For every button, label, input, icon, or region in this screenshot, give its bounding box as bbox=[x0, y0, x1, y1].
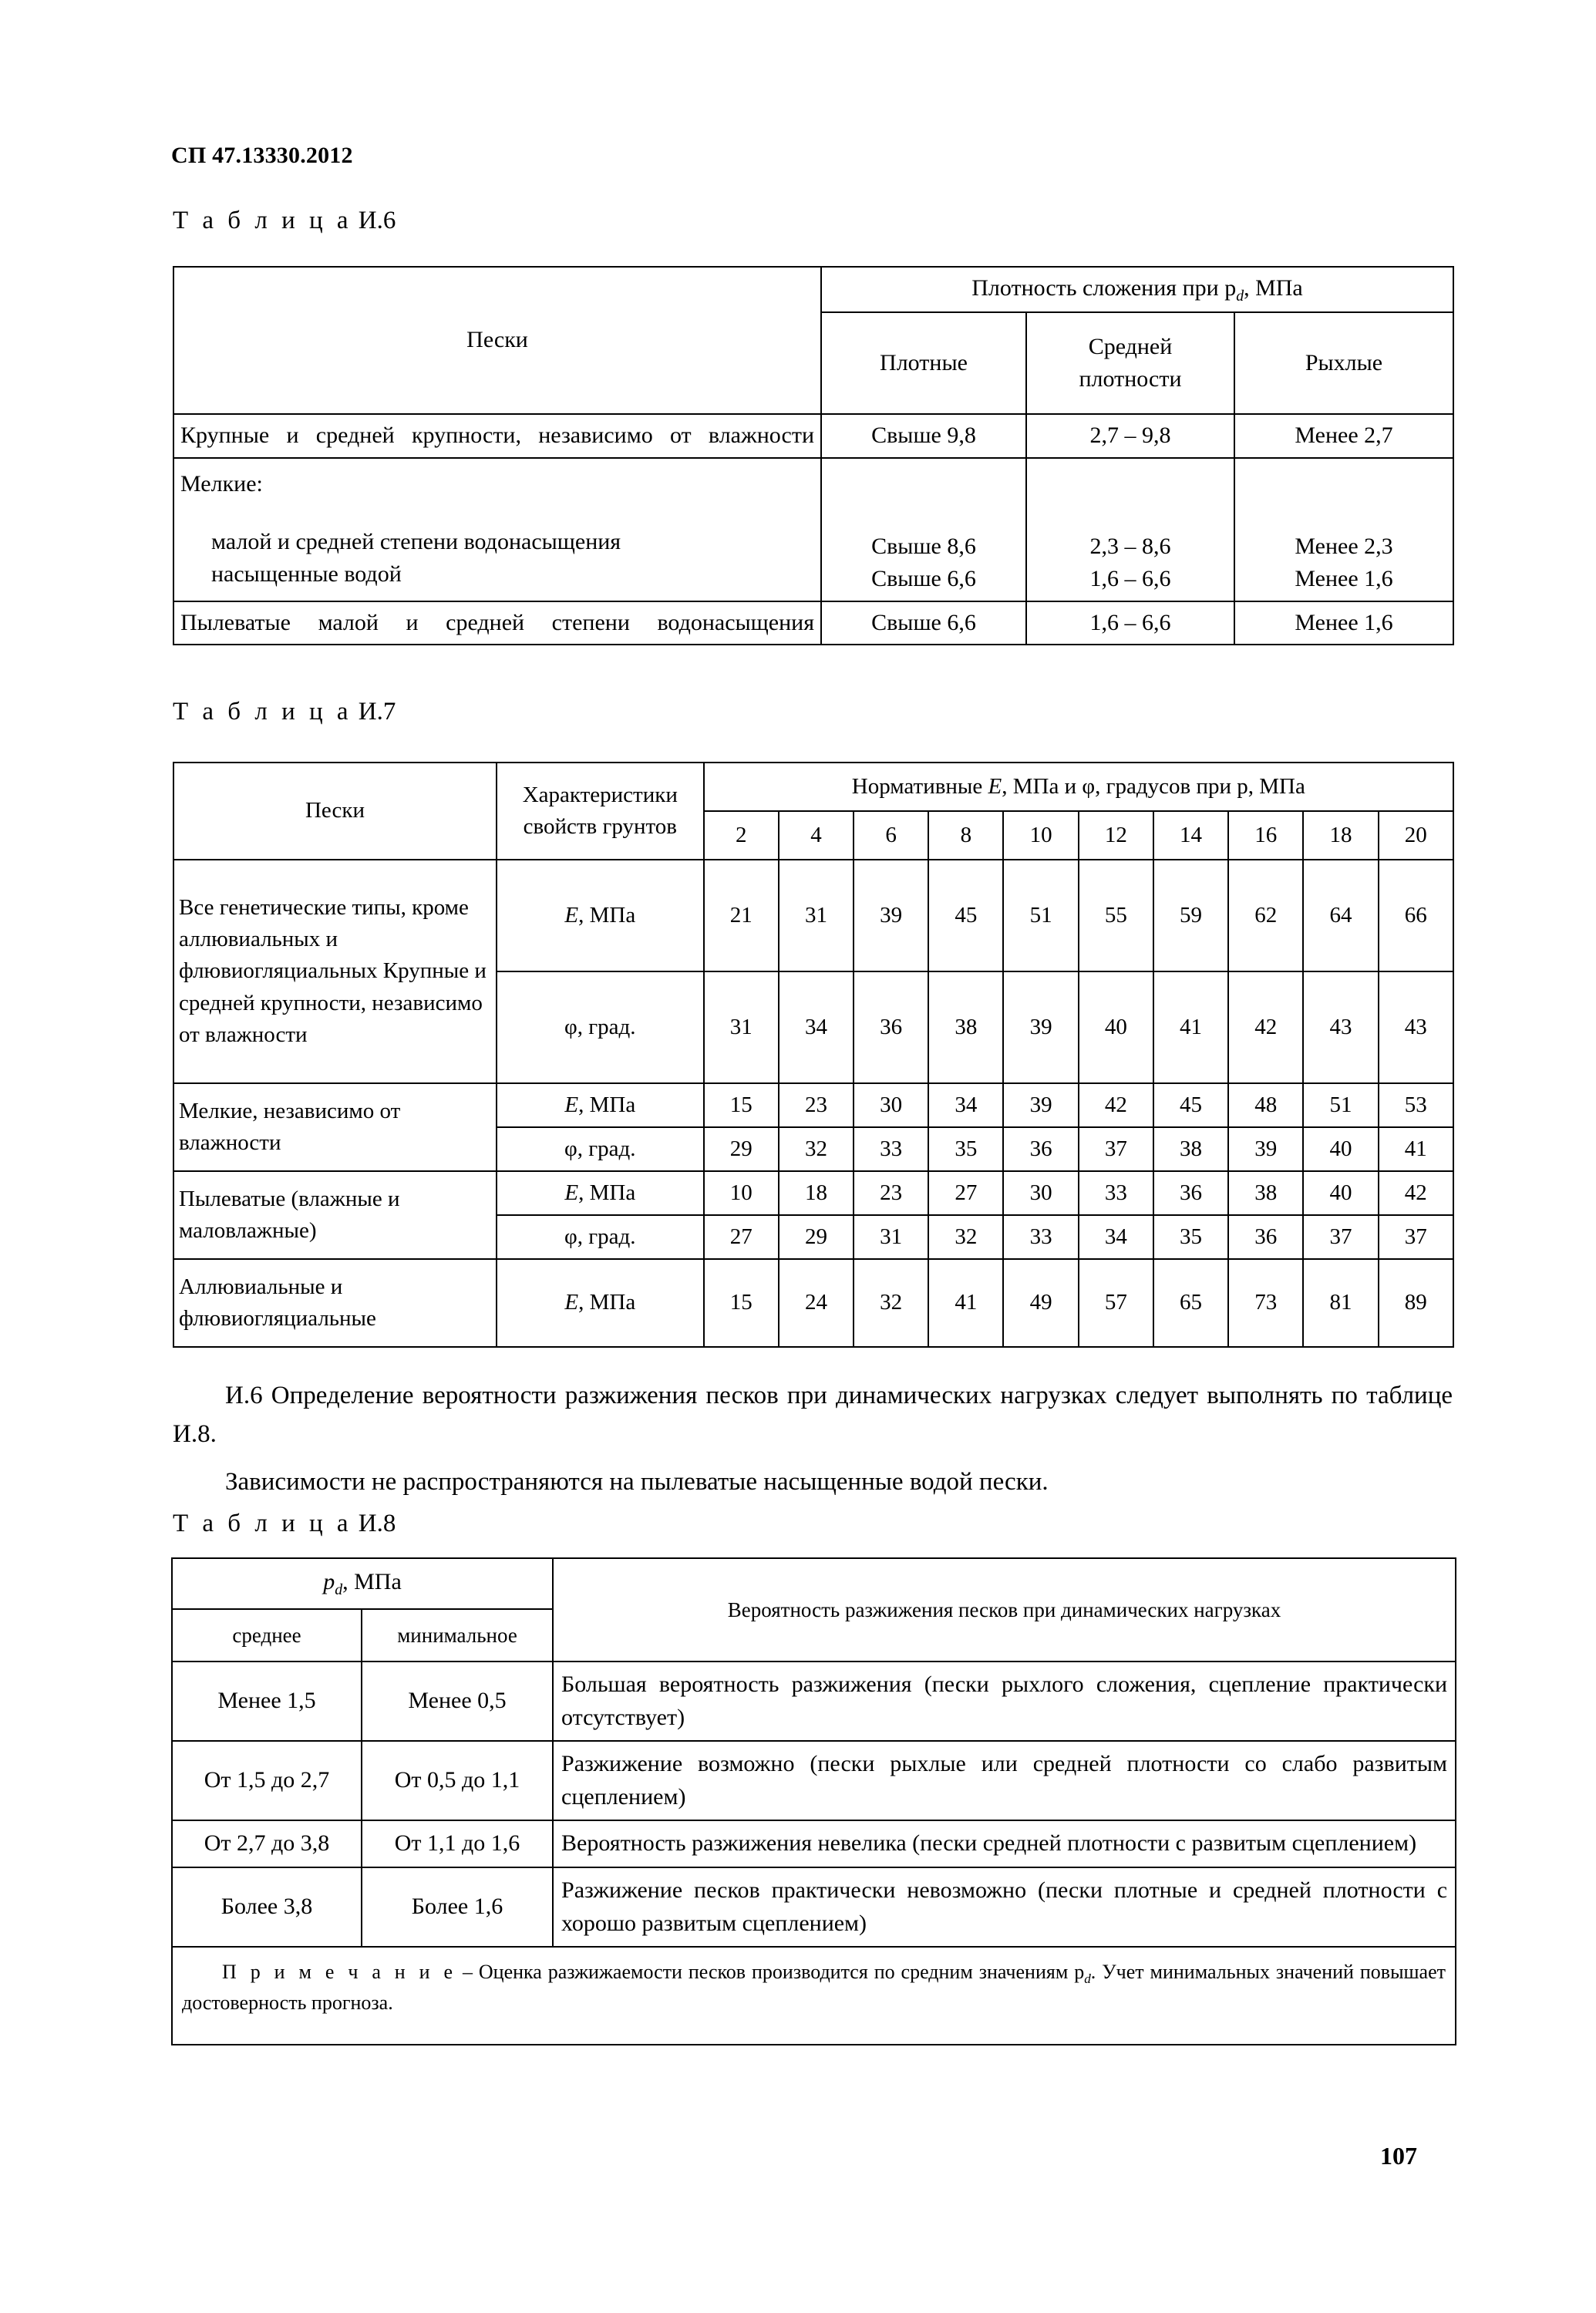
cell-loose: Менее 1,6 bbox=[1234, 601, 1453, 645]
table-note-label: П р и м е ч а н и е bbox=[222, 1961, 457, 1984]
table-i7 bbox=[173, 762, 1454, 1348]
cell-description: Разжижение возможно (пески рыхлые или средней плотности со слабо развитым сцеплением) bbox=[553, 1741, 1456, 1820]
table-row bbox=[173, 1083, 1453, 1127]
header-characteristics-line2: свойств грунтов bbox=[523, 814, 677, 839]
header-sands: Пески bbox=[173, 267, 821, 414]
header-values-group-a: Нормативные bbox=[851, 773, 988, 799]
header-pd-tail: , МПа bbox=[342, 1569, 402, 1595]
cell-value: 89 bbox=[1379, 1259, 1453, 1347]
cell-value: 36 bbox=[1003, 1127, 1078, 1171]
cell-value: 23 bbox=[779, 1083, 854, 1127]
cell-medium-1: 2,3 – 8,6 bbox=[1089, 533, 1171, 559]
cell-average: От 1,5 до 2,7 bbox=[172, 1741, 362, 1820]
cell-value: 36 bbox=[1153, 1171, 1228, 1215]
cell-average: От 2,7 до 3,8 bbox=[172, 1820, 362, 1867]
cell-property-label: φ, град. bbox=[497, 1127, 704, 1171]
cell-property-label: φ, град. bbox=[497, 1215, 704, 1259]
cell-dense: Свыше 6,6 bbox=[821, 601, 1026, 645]
header-probability: Вероятность разжижения песков при динамических нагрузках bbox=[553, 1558, 1456, 1662]
cell-sands: Аллювиальные и флювиогляциальные bbox=[173, 1259, 497, 1347]
header-pressure-20: 20 bbox=[1379, 811, 1453, 860]
cell-sands-title: Мелкие: bbox=[180, 470, 263, 497]
cell-value: 15 bbox=[704, 1259, 779, 1347]
cell-value: 31 bbox=[704, 971, 779, 1083]
header-pressure-8: 8 bbox=[928, 811, 1003, 860]
cell-dense-1: Свыше 8,6 bbox=[871, 533, 976, 559]
cell-value: 45 bbox=[928, 860, 1003, 971]
header-average: среднее bbox=[172, 1609, 362, 1662]
page-number: 107 bbox=[1380, 2142, 1417, 2170]
table-i6 bbox=[173, 266, 1454, 645]
cell-value: 41 bbox=[1153, 971, 1228, 1083]
cell-value: 24 bbox=[779, 1259, 854, 1347]
cell-value: 39 bbox=[1003, 971, 1078, 1083]
cell-value: 29 bbox=[779, 1215, 854, 1259]
table-caption-number: И.7 bbox=[358, 698, 396, 726]
header-characteristics bbox=[497, 763, 704, 860]
cell-value: 40 bbox=[1303, 1171, 1378, 1215]
cell-value: 49 bbox=[1003, 1259, 1078, 1347]
cell-value: 48 bbox=[1228, 1083, 1303, 1127]
cell-loose-2: Менее 1,6 bbox=[1295, 566, 1393, 592]
cell-sands: Все генетические типы, кроме аллювиальных и флювиогляциальных Крупные и средней крупности, независимо от влажности bbox=[173, 860, 497, 1083]
cell-value: 37 bbox=[1079, 1127, 1153, 1171]
cell-value: 30 bbox=[1003, 1171, 1078, 1215]
header-density-group-tail: , МПа bbox=[1244, 275, 1303, 301]
cell-value: 34 bbox=[928, 1083, 1003, 1127]
cell-property-label: φ, град. bbox=[497, 971, 704, 1083]
cell-value: 35 bbox=[1153, 1215, 1228, 1259]
cell-loose-1: Менее 2,3 bbox=[1295, 533, 1393, 559]
cell-average: Менее 1,5 bbox=[172, 1662, 362, 1741]
cell-medium bbox=[1026, 458, 1234, 601]
cell-medium-2: 1,6 – 6,6 bbox=[1089, 566, 1171, 592]
table-row bbox=[173, 860, 1453, 971]
cell-minimum: От 1,1 до 1,6 bbox=[362, 1820, 553, 1867]
cell-dense: Свыше 9,8 bbox=[821, 414, 1026, 458]
cell-property-label: E, МПа bbox=[497, 1171, 704, 1215]
cell-value: 33 bbox=[1003, 1215, 1078, 1259]
header-dense: Плотные bbox=[821, 312, 1026, 414]
cell-value: 43 bbox=[1303, 971, 1378, 1083]
header-characteristics-line1: Характеристики bbox=[522, 782, 678, 807]
cell-dense bbox=[821, 458, 1026, 601]
cell-value: 34 bbox=[1079, 1215, 1153, 1259]
header-values-group-e: E bbox=[988, 773, 1002, 799]
table-note bbox=[172, 1947, 1456, 2044]
header-pressure-16: 16 bbox=[1228, 811, 1303, 860]
table-i8 bbox=[171, 1557, 1456, 2045]
table-row bbox=[172, 1820, 1456, 1867]
cell-value: 81 bbox=[1303, 1259, 1378, 1347]
cell-minimum: Менее 0,5 bbox=[362, 1662, 553, 1741]
cell-value: 35 bbox=[928, 1127, 1003, 1171]
cell-description: Разжижение песков практически невозможно (пески плотные и средней плотности с хорошо развитым сцеплением) bbox=[553, 1867, 1456, 1947]
table-row bbox=[173, 601, 1453, 645]
header-medium-line2: плотности bbox=[1079, 366, 1182, 392]
header-pressure-12: 12 bbox=[1079, 811, 1153, 860]
table-row bbox=[172, 1867, 1456, 1947]
cell-sands bbox=[173, 458, 821, 601]
cell-value: 40 bbox=[1079, 971, 1153, 1083]
table-note-text-a: – Оценка разжижаемости песков производится по средним значениям p bbox=[456, 1961, 1085, 1984]
cell-value: 32 bbox=[854, 1259, 928, 1347]
cell-value: 34 bbox=[779, 971, 854, 1083]
cell-value: 15 bbox=[704, 1083, 779, 1127]
cell-value: 18 bbox=[779, 1171, 854, 1215]
table-caption-prefix: Т а б л и ц а bbox=[173, 1510, 352, 1537]
cell-value: 45 bbox=[1153, 1083, 1228, 1127]
cell-minimum: От 0,5 до 1,1 bbox=[362, 1741, 553, 1820]
cell-loose: Менее 2,7 bbox=[1234, 414, 1453, 458]
cell-value: 39 bbox=[1003, 1083, 1078, 1127]
table-caption-i6 bbox=[173, 207, 396, 235]
cell-value: 39 bbox=[1228, 1127, 1303, 1171]
table-caption-i8 bbox=[173, 1510, 396, 1538]
table-caption-i7 bbox=[173, 698, 396, 726]
header-sands: Пески bbox=[173, 763, 497, 860]
cell-value: 51 bbox=[1303, 1083, 1378, 1127]
table-caption-number: И.6 bbox=[358, 207, 396, 234]
cell-value: 32 bbox=[779, 1127, 854, 1171]
table-caption-prefix: Т а б л и ц а bbox=[173, 698, 352, 726]
header-density-group-sub: d bbox=[1236, 288, 1244, 305]
header-pressure-10: 10 bbox=[1003, 811, 1078, 860]
cell-property-label: E, МПа bbox=[497, 1083, 704, 1127]
cell-loose bbox=[1234, 458, 1453, 601]
cell-value: 27 bbox=[704, 1215, 779, 1259]
header-values-group bbox=[704, 763, 1453, 811]
header-minimum: минимальное bbox=[362, 1609, 553, 1662]
header-values-group-b: , МПа и φ, градусов при p, МПа bbox=[1002, 773, 1305, 799]
cell-description: Большая вероятность разжижения (пески рыхлого сложения, сцепление практически отсутствует) bbox=[553, 1662, 1456, 1741]
header-pressure-2: 2 bbox=[704, 811, 779, 860]
table-row bbox=[173, 1259, 1453, 1347]
cell-description: Вероятность разжижения невелика (пески средней плотности с развитым сцеплением) bbox=[553, 1820, 1456, 1867]
cell-dense-2: Свыше 6,6 bbox=[871, 566, 976, 592]
paragraph-i6-intro: И.6 Определение вероятности разжижения песков при динамических нагрузках следует выполнять по таблице И.8. bbox=[173, 1382, 1453, 1449]
cell-value: 42 bbox=[1079, 1083, 1153, 1127]
header-pressure-6: 6 bbox=[854, 811, 928, 860]
cell-value: 31 bbox=[779, 860, 854, 971]
cell-sands: Пылеватые (влажные и маловлажные) bbox=[173, 1171, 497, 1259]
cell-minimum: Более 1,6 bbox=[362, 1867, 553, 1947]
cell-value: 42 bbox=[1228, 971, 1303, 1083]
table-row bbox=[172, 1662, 1456, 1741]
header-density-group-text: Плотность сложения при p bbox=[971, 275, 1237, 301]
cell-sands-sub2: насыщенные водой bbox=[211, 561, 402, 588]
cell-value: 32 bbox=[928, 1215, 1003, 1259]
table-row-header bbox=[173, 267, 1453, 312]
cell-value: 51 bbox=[1003, 860, 1078, 971]
header-pressure-18: 18 bbox=[1303, 811, 1378, 860]
cell-value: 40 bbox=[1303, 1127, 1378, 1171]
table-row-note bbox=[172, 1947, 1456, 2044]
cell-medium: 1,6 – 6,6 bbox=[1026, 601, 1234, 645]
table-row bbox=[172, 1741, 1456, 1820]
cell-property-label: E, МПа bbox=[497, 1259, 704, 1347]
header-pressure-14: 14 bbox=[1153, 811, 1228, 860]
cell-value: 66 bbox=[1379, 860, 1453, 971]
cell-value: 59 bbox=[1153, 860, 1228, 971]
cell-value: 33 bbox=[1079, 1171, 1153, 1215]
cell-value: 73 bbox=[1228, 1259, 1303, 1347]
header-pressure-4: 4 bbox=[779, 811, 854, 860]
cell-value: 39 bbox=[854, 860, 928, 971]
cell-value: 38 bbox=[928, 971, 1003, 1083]
header-density-group bbox=[821, 267, 1453, 312]
table-caption-prefix: Т а б л и ц а bbox=[173, 207, 352, 234]
cell-sands-sub1: малой и средней степени водонасыщения bbox=[211, 528, 621, 554]
cell-value: 23 bbox=[854, 1171, 928, 1215]
cell-value: 36 bbox=[1228, 1215, 1303, 1259]
header-pd bbox=[172, 1558, 553, 1609]
cell-value: 55 bbox=[1079, 860, 1153, 971]
cell-value: 41 bbox=[928, 1259, 1003, 1347]
cell-value: 43 bbox=[1379, 971, 1453, 1083]
cell-value: 62 bbox=[1228, 860, 1303, 971]
cell-value: 21 bbox=[704, 860, 779, 971]
cell-value: 57 bbox=[1079, 1259, 1153, 1347]
table-row-header bbox=[173, 763, 1453, 811]
cell-value: 41 bbox=[1379, 1127, 1453, 1171]
cell-sands: Крупные и средней крупности, независимо от влажности bbox=[173, 414, 821, 458]
cell-value: 65 bbox=[1153, 1259, 1228, 1347]
cell-value: 38 bbox=[1228, 1171, 1303, 1215]
header-medium bbox=[1026, 312, 1234, 414]
cell-property-label: E, МПа bbox=[497, 860, 704, 971]
cell-value: 10 bbox=[704, 1171, 779, 1215]
document-header: СП 47.13330.2012 bbox=[171, 143, 353, 168]
cell-sands: Мелкие, независимо от влажности bbox=[173, 1083, 497, 1171]
header-pd-sub: d bbox=[335, 1581, 343, 1599]
cell-value: 64 bbox=[1303, 860, 1378, 971]
cell-medium: 2,7 – 9,8 bbox=[1026, 414, 1234, 458]
table-row bbox=[173, 458, 1453, 601]
table-row-header bbox=[172, 1558, 1456, 1609]
cell-value: 30 bbox=[854, 1083, 928, 1127]
cell-value: 53 bbox=[1379, 1083, 1453, 1127]
header-loose: Рыхлые bbox=[1234, 312, 1453, 414]
cell-value: 42 bbox=[1379, 1171, 1453, 1215]
header-pd-symbol: p bbox=[323, 1569, 335, 1595]
table-row bbox=[173, 414, 1453, 458]
cell-average: Более 3,8 bbox=[172, 1867, 362, 1947]
header-medium-line1: Средней bbox=[1088, 333, 1173, 359]
cell-sands: Пылеватые малой и средней степени водонасыщения bbox=[173, 601, 821, 645]
cell-value: 37 bbox=[1303, 1215, 1378, 1259]
table-note-text-b: . Учет минимальных значений повышает достоверность прогноза. bbox=[182, 1961, 1446, 2014]
cell-value: 27 bbox=[928, 1171, 1003, 1215]
table-row bbox=[173, 1171, 1453, 1215]
cell-value: 31 bbox=[854, 1215, 928, 1259]
cell-value: 36 bbox=[854, 971, 928, 1083]
table-note-sub: d bbox=[1084, 1971, 1091, 1987]
cell-value: 37 bbox=[1379, 1215, 1453, 1259]
cell-value: 29 bbox=[704, 1127, 779, 1171]
cell-value: 33 bbox=[854, 1127, 928, 1171]
cell-value: 38 bbox=[1153, 1127, 1228, 1171]
paragraph-i6-note: Зависимости не распространяются на пылеватые насыщенные водой пески. bbox=[225, 1468, 1049, 1496]
table-caption-number: И.8 bbox=[358, 1510, 396, 1537]
